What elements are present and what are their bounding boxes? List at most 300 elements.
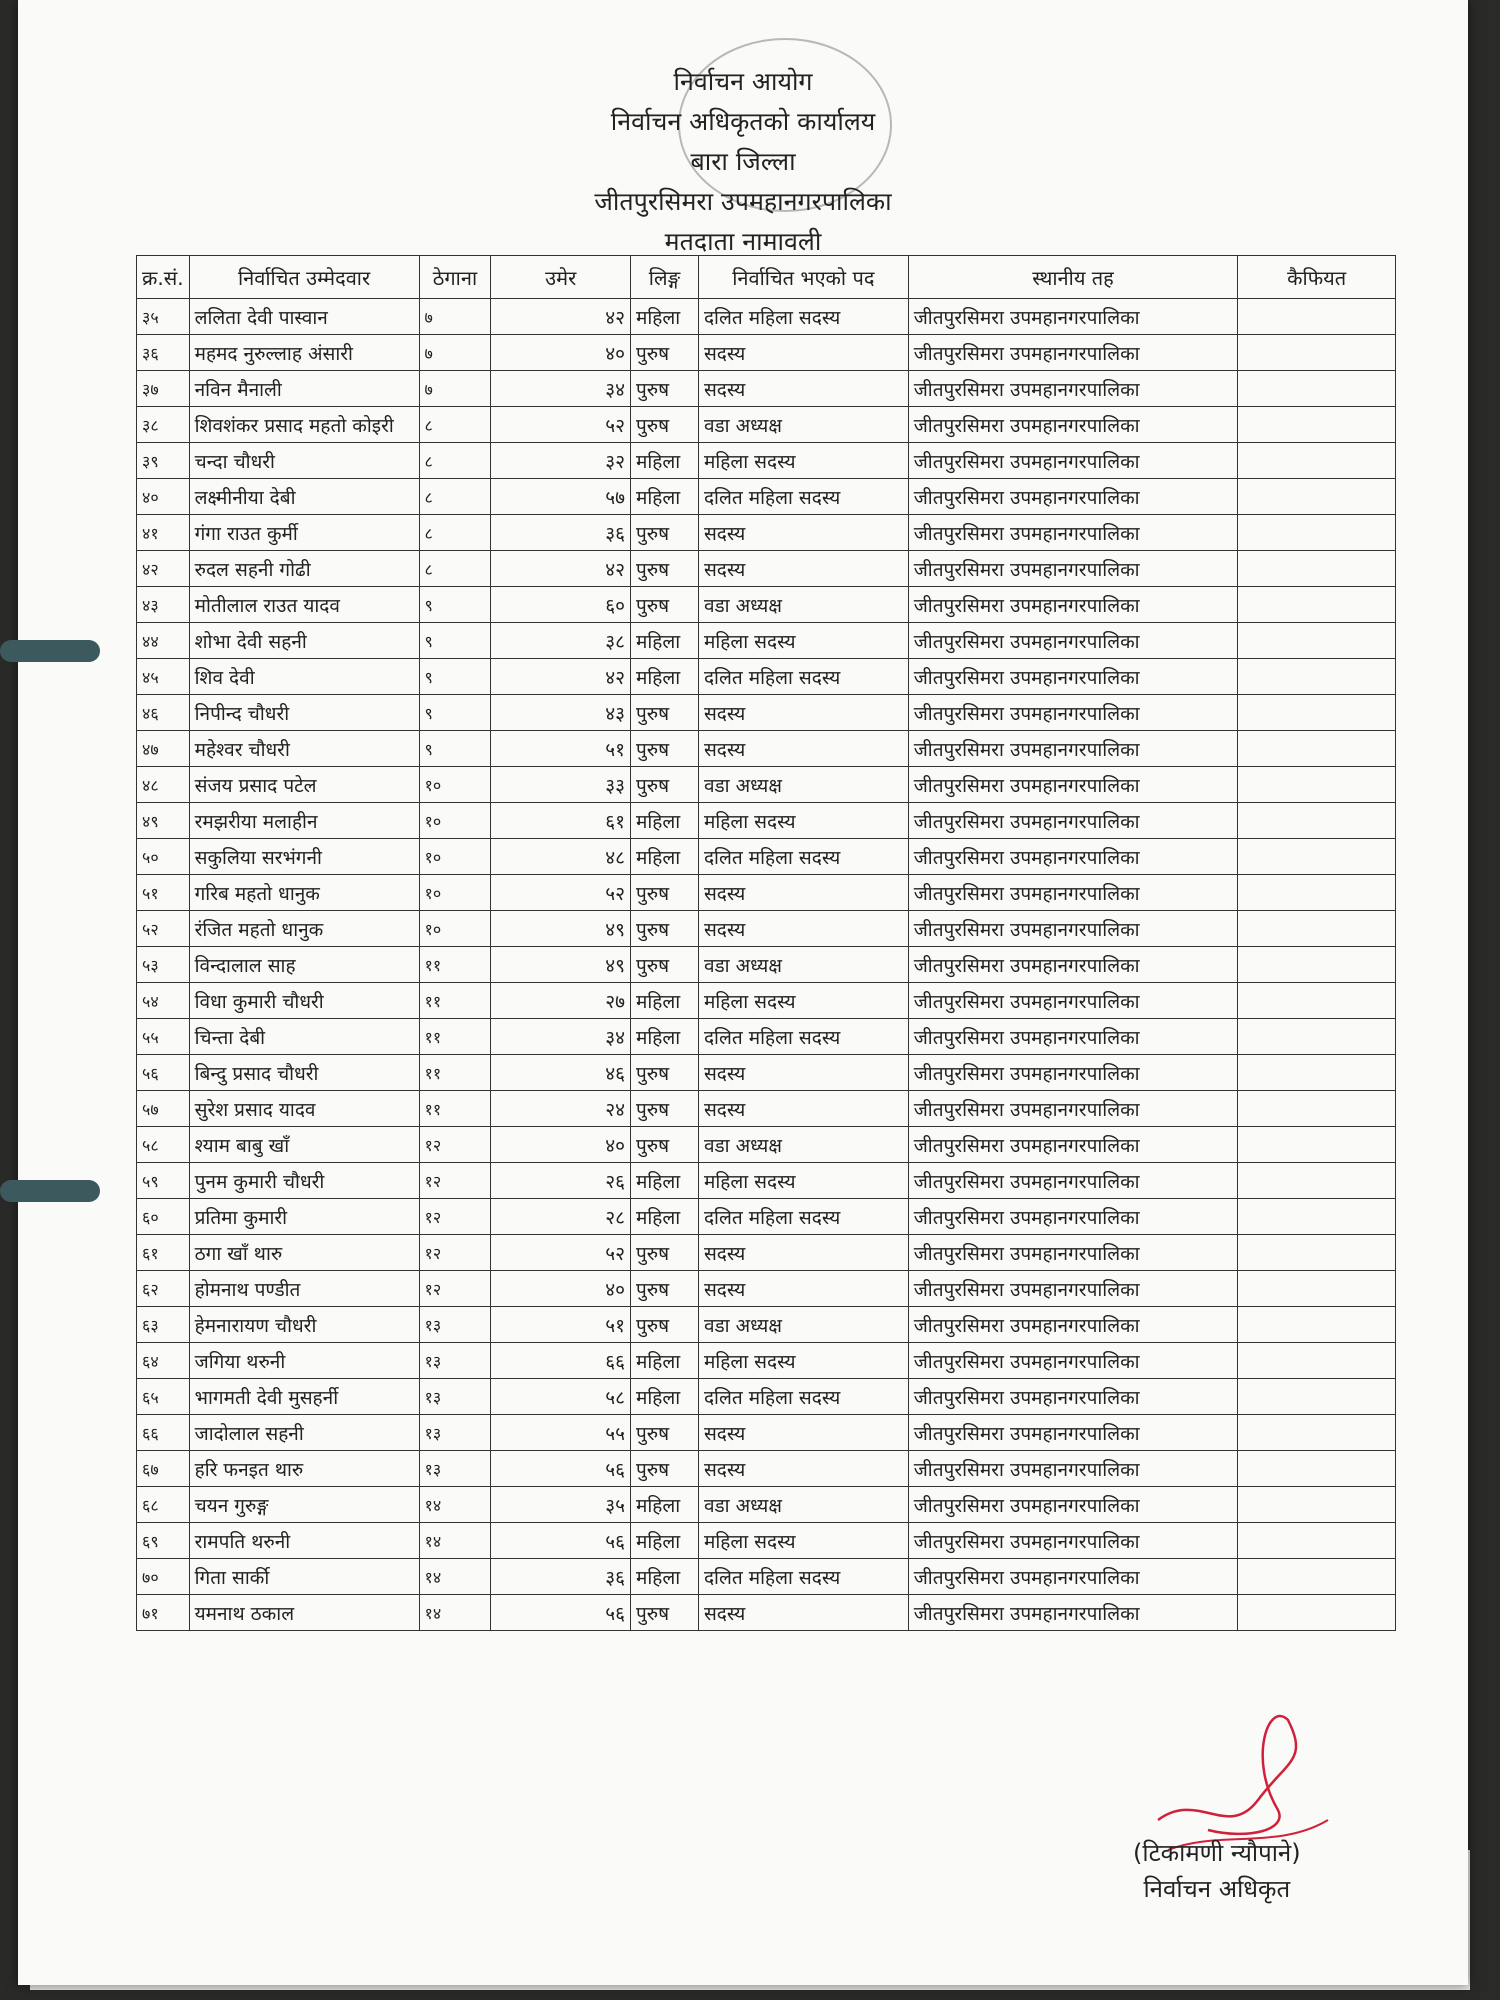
table-row — [137, 299, 1396, 335]
local-level-cell: जीतपुरसिमरा उपमहानगरपालिका — [908, 767, 1238, 803]
table-row — [137, 1235, 1396, 1271]
post-cell: वडा अध्यक्ष — [698, 1307, 908, 1343]
local-level-cell: जीतपुरसिमरा उपमहानगरपालिका — [908, 1595, 1238, 1631]
table-row — [137, 947, 1396, 983]
document-page — [18, 0, 1468, 1985]
age-cell: ३८ — [491, 623, 631, 659]
table-row — [137, 1307, 1396, 1343]
candidate-name-cell: विधा कुमारी चौधरी — [189, 983, 419, 1019]
gender-cell: पुरुष — [631, 407, 699, 443]
serial-number-cell: ४२ — [137, 551, 190, 587]
candidate-name-cell: संजय प्रसाद पटेल — [189, 767, 419, 803]
gender-cell: पुरुष — [631, 515, 699, 551]
post-cell: सदस्य — [698, 695, 908, 731]
serial-number-cell: ५६ — [137, 1055, 190, 1091]
gender-cell: महिला — [631, 803, 699, 839]
serial-number-cell: ७० — [137, 1559, 190, 1595]
age-cell: ४९ — [491, 911, 631, 947]
post-cell: महिला सदस्य — [698, 443, 908, 479]
remarks-cell — [1238, 371, 1396, 407]
ward-cell: १० — [419, 875, 491, 911]
ward-cell: ८ — [419, 479, 491, 515]
gender-cell: पुरुष — [631, 1271, 699, 1307]
remarks-cell — [1238, 1163, 1396, 1199]
ward-cell: १३ — [419, 1415, 491, 1451]
remarks-cell — [1238, 983, 1396, 1019]
remarks-cell — [1238, 875, 1396, 911]
remarks-cell — [1238, 1523, 1396, 1559]
age-cell: ६६ — [491, 1343, 631, 1379]
table-row — [137, 515, 1396, 551]
age-cell: ५६ — [491, 1451, 631, 1487]
post-cell: सदस्य — [698, 875, 908, 911]
serial-number-cell: ४६ — [137, 695, 190, 731]
gender-cell: पुरुष — [631, 767, 699, 803]
ward-cell: १० — [419, 803, 491, 839]
local-level-cell: जीतपुरसिमरा उपमहानगरपालिका — [908, 1091, 1238, 1127]
serial-number-cell: ४३ — [137, 587, 190, 623]
remarks-cell — [1238, 551, 1396, 587]
remarks-cell — [1238, 1451, 1396, 1487]
candidate-name-cell: होमनाथ पण्डीत — [189, 1271, 419, 1307]
candidate-name-cell: पुनम कुमारी चौधरी — [189, 1163, 419, 1199]
post-cell: सदस्य — [698, 1271, 908, 1307]
table-row — [137, 731, 1396, 767]
serial-number-cell: ४५ — [137, 659, 190, 695]
age-cell: ३२ — [491, 443, 631, 479]
post-cell: वडा अध्यक्ष — [698, 947, 908, 983]
table-row — [137, 623, 1396, 659]
post-cell: सदस्य — [698, 1595, 908, 1631]
post-cell: सदस्य — [698, 1235, 908, 1271]
serial-number-cell: ६१ — [137, 1235, 190, 1271]
serial-number-cell: ६२ — [137, 1271, 190, 1307]
local-level-cell: जीतपुरसिमरा उपमहानगरपालिका — [908, 623, 1238, 659]
serial-number-cell: ४४ — [137, 623, 190, 659]
post-cell: महिला सदस्य — [698, 1163, 908, 1199]
local-level-cell: जीतपुरसिमरा उपमहानगरपालिका — [908, 1307, 1238, 1343]
table-row — [137, 875, 1396, 911]
serial-number-cell: ५९ — [137, 1163, 190, 1199]
post-cell: दलित महिला सदस्य — [698, 479, 908, 515]
age-cell: ४० — [491, 1271, 631, 1307]
candidate-name-cell: ठगा खाँ थारु — [189, 1235, 419, 1271]
gender-cell: महिला — [631, 1199, 699, 1235]
remarks-cell — [1238, 1595, 1396, 1631]
candidate-name-cell: शोभा देवी सहनी — [189, 623, 419, 659]
ward-cell: १० — [419, 839, 491, 875]
ward-cell: १४ — [419, 1595, 491, 1631]
age-cell: ४३ — [491, 695, 631, 731]
ward-cell: ८ — [419, 407, 491, 443]
post-cell: सदस्य — [698, 731, 908, 767]
age-cell: ३३ — [491, 767, 631, 803]
candidate-name-cell: विन्दालाल साह — [189, 947, 419, 983]
gender-cell: महिला — [631, 1379, 699, 1415]
post-cell: दलित महिला सदस्य — [698, 1379, 908, 1415]
serial-number-cell: ६५ — [137, 1379, 190, 1415]
age-cell: ३४ — [491, 371, 631, 407]
column-header: ठेगाना — [419, 256, 491, 299]
ward-cell: १२ — [419, 1127, 491, 1163]
age-cell: ६१ — [491, 803, 631, 839]
local-level-cell: जीतपुरसिमरा उपमहानगरपालिका — [908, 335, 1238, 371]
table-row — [137, 479, 1396, 515]
local-level-cell: जीतपुरसिमरा उपमहानगरपालिका — [908, 731, 1238, 767]
gender-cell: पुरुष — [631, 947, 699, 983]
candidate-name-cell: जगिया थरुनी — [189, 1343, 419, 1379]
post-cell: सदस्य — [698, 551, 908, 587]
header-list-title: मतदाता नामावली — [664, 227, 822, 256]
table-row — [137, 371, 1396, 407]
column-header: उमेर — [491, 256, 631, 299]
candidate-name-cell: सकुलिया सरभंगनी — [189, 839, 419, 875]
table-row — [137, 839, 1396, 875]
ward-cell: ७ — [419, 371, 491, 407]
table-row — [137, 407, 1396, 443]
age-cell: ३४ — [491, 1019, 631, 1055]
age-cell: ३६ — [491, 1559, 631, 1595]
candidate-name-cell: बिन्दु प्रसाद चौधरी — [189, 1055, 419, 1091]
table-row — [137, 911, 1396, 947]
binding-string — [0, 1180, 100, 1202]
post-cell: दलित महिला सदस्य — [698, 1559, 908, 1595]
ward-cell: ९ — [419, 731, 491, 767]
header-commission: निर्वाचन आयोग — [673, 67, 813, 96]
serial-number-cell: ५३ — [137, 947, 190, 983]
gender-cell: महिला — [631, 479, 699, 515]
table-row — [137, 1415, 1396, 1451]
table-row — [137, 1163, 1396, 1199]
local-level-cell: जीतपुरसिमरा उपमहानगरपालिका — [908, 1235, 1238, 1271]
serial-number-cell: ४७ — [137, 731, 190, 767]
gender-cell: पुरुष — [631, 1451, 699, 1487]
signatory-title: निर्वाचन अधिकृत — [1143, 1875, 1291, 1903]
ward-cell: ९ — [419, 623, 491, 659]
local-level-cell: जीतपुरसिमरा उपमहानगरपालिका — [908, 1055, 1238, 1091]
post-cell: सदस्य — [698, 371, 908, 407]
serial-number-cell: ३५ — [137, 299, 190, 335]
serial-number-cell: ३८ — [137, 407, 190, 443]
serial-number-cell: ४० — [137, 479, 190, 515]
age-cell: ५१ — [491, 731, 631, 767]
age-cell: २७ — [491, 983, 631, 1019]
candidate-name-cell: गरिब महतो धानुक — [189, 875, 419, 911]
serial-number-cell: ४१ — [137, 515, 190, 551]
age-cell: ३५ — [491, 1487, 631, 1523]
remarks-cell — [1238, 803, 1396, 839]
gender-cell: महिला — [631, 1559, 699, 1595]
age-cell: ४२ — [491, 299, 631, 335]
table-row — [137, 803, 1396, 839]
remarks-cell — [1238, 839, 1396, 875]
table-row — [137, 1271, 1396, 1307]
candidate-name-cell: गंगा राउत कुर्मी — [189, 515, 419, 551]
candidate-name-cell: हेमनारायण चौधरी — [189, 1307, 419, 1343]
ward-cell: १३ — [419, 1343, 491, 1379]
post-cell: सदस्य — [698, 515, 908, 551]
post-cell: वडा अध्यक्ष — [698, 587, 908, 623]
candidate-name-cell: नविन मैनाली — [189, 371, 419, 407]
remarks-cell — [1238, 407, 1396, 443]
ward-cell: ९ — [419, 587, 491, 623]
table-row — [137, 983, 1396, 1019]
candidate-name-cell: भागमती देवी मुसहर्नी — [189, 1379, 419, 1415]
local-level-cell: जीतपुरसिमरा उपमहानगरपालिका — [908, 1199, 1238, 1235]
table-row — [137, 1127, 1396, 1163]
ward-cell: १२ — [419, 1271, 491, 1307]
table-row — [137, 1487, 1396, 1523]
gender-cell: महिला — [631, 299, 699, 335]
remarks-cell — [1238, 443, 1396, 479]
column-header: क्र.सं. — [137, 256, 190, 299]
remarks-cell — [1238, 767, 1396, 803]
table-row — [137, 443, 1396, 479]
table-row — [137, 1451, 1396, 1487]
remarks-cell — [1238, 947, 1396, 983]
gender-cell: पुरुष — [631, 1235, 699, 1271]
age-cell: ६० — [491, 587, 631, 623]
gender-cell: पुरुष — [631, 911, 699, 947]
age-cell: ५६ — [491, 1595, 631, 1631]
ward-cell: ७ — [419, 299, 491, 335]
signatory-name: (टिकामणी न्यौपाने) — [1133, 1839, 1301, 1867]
header-district: बारा जिल्ला — [690, 147, 796, 176]
table-row — [137, 1559, 1396, 1595]
column-header: स्थानीय तह — [908, 256, 1238, 299]
gender-cell: महिला — [631, 1163, 699, 1199]
serial-number-cell: ४९ — [137, 803, 190, 839]
remarks-cell — [1238, 587, 1396, 623]
serial-number-cell: ५२ — [137, 911, 190, 947]
ward-cell: १३ — [419, 1307, 491, 1343]
gender-cell: महिला — [631, 623, 699, 659]
gender-cell: महिला — [631, 1487, 699, 1523]
gender-cell: महिला — [631, 659, 699, 695]
table-row — [137, 1523, 1396, 1559]
age-cell: ५६ — [491, 1523, 631, 1559]
local-level-cell: जीतपुरसिमरा उपमहानगरपालिका — [908, 587, 1238, 623]
age-cell: ४६ — [491, 1055, 631, 1091]
age-cell: ५५ — [491, 1415, 631, 1451]
remarks-cell — [1238, 1091, 1396, 1127]
table-row — [137, 659, 1396, 695]
post-cell: सदस्य — [698, 1055, 908, 1091]
post-cell: वडा अध्यक्ष — [698, 1487, 908, 1523]
table-body — [137, 299, 1396, 1631]
age-cell: ५२ — [491, 1235, 631, 1271]
table-row — [137, 1379, 1396, 1415]
ward-cell: १२ — [419, 1199, 491, 1235]
ward-cell: ९ — [419, 659, 491, 695]
remarks-cell — [1238, 1487, 1396, 1523]
candidate-name-cell: सुरेश प्रसाद यादव — [189, 1091, 419, 1127]
local-level-cell: जीतपुरसिमरा उपमहानगरपालिका — [908, 659, 1238, 695]
candidate-name-cell: रमझरीया मलाहीन — [189, 803, 419, 839]
local-level-cell: जीतपुरसिमरा उपमहानगरपालिका — [908, 1163, 1238, 1199]
serial-number-cell: ५० — [137, 839, 190, 875]
header-municipality: जीतपुरसिमरा उपमहानगरपालिका — [594, 187, 892, 216]
serial-number-cell: ६६ — [137, 1415, 190, 1451]
local-level-cell: जीतपुरसिमरा उपमहानगरपालिका — [908, 983, 1238, 1019]
candidate-name-cell: शिव देवी — [189, 659, 419, 695]
post-cell: दलित महिला सदस्य — [698, 1199, 908, 1235]
local-level-cell: जीतपुरसिमरा उपमहानगरपालिका — [908, 371, 1238, 407]
ward-cell: ८ — [419, 443, 491, 479]
column-header: लिङ्ग — [631, 256, 699, 299]
ward-cell: ११ — [419, 1019, 491, 1055]
local-level-cell: जीतपुरसिमरा उपमहानगरपालिका — [908, 1559, 1238, 1595]
remarks-cell — [1238, 479, 1396, 515]
remarks-cell — [1238, 731, 1396, 767]
candidate-name-cell: रुदल सहनी गोढी — [189, 551, 419, 587]
age-cell: ४९ — [491, 947, 631, 983]
gender-cell: पुरुष — [631, 1055, 699, 1091]
gender-cell: महिला — [631, 443, 699, 479]
age-cell: ५८ — [491, 1379, 631, 1415]
gender-cell: पुरुष — [631, 695, 699, 731]
local-level-cell: जीतपुरसिमरा उपमहानगरपालिका — [908, 1487, 1238, 1523]
age-cell: ३६ — [491, 515, 631, 551]
column-header: निर्वाचित उम्मेदवार — [189, 256, 419, 299]
candidate-name-cell: रंजित महतो धानुक — [189, 911, 419, 947]
local-level-cell: जीतपुरसिमरा उपमहानगरपालिका — [908, 515, 1238, 551]
remarks-cell — [1238, 1343, 1396, 1379]
local-level-cell: जीतपुरसिमरा उपमहानगरपालिका — [908, 1415, 1238, 1451]
post-cell: सदस्य — [698, 911, 908, 947]
local-level-cell: जीतपुरसिमरा उपमहानगरपालिका — [908, 695, 1238, 731]
local-level-cell: जीतपुरसिमरा उपमहानगरपालिका — [908, 299, 1238, 335]
gender-cell: महिला — [631, 1343, 699, 1379]
local-level-cell: जीतपुरसिमरा उपमहानगरपालिका — [908, 911, 1238, 947]
candidate-name-cell: चयन गुरुङ्ग — [189, 1487, 419, 1523]
local-level-cell: जीतपुरसिमरा उपमहानगरपालिका — [908, 1523, 1238, 1559]
binding-string — [0, 640, 100, 662]
candidate-name-cell: मोतीलाल राउत यादव — [189, 587, 419, 623]
remarks-cell — [1238, 659, 1396, 695]
age-cell: २६ — [491, 1163, 631, 1199]
ward-cell: ८ — [419, 551, 491, 587]
serial-number-cell: ७१ — [137, 1595, 190, 1631]
ward-cell: ९ — [419, 695, 491, 731]
age-cell: ४८ — [491, 839, 631, 875]
ward-cell: ८ — [419, 515, 491, 551]
remarks-cell — [1238, 1379, 1396, 1415]
gender-cell: महिला — [631, 1019, 699, 1055]
candidate-name-cell: चन्दा चौधरी — [189, 443, 419, 479]
gender-cell: पुरुष — [631, 1415, 699, 1451]
post-cell: दलित महिला सदस्य — [698, 659, 908, 695]
serial-number-cell: ६४ — [137, 1343, 190, 1379]
serial-number-cell: ५१ — [137, 875, 190, 911]
post-cell: सदस्य — [698, 1415, 908, 1451]
serial-number-cell: ५४ — [137, 983, 190, 1019]
candidate-name-cell: गिता सार्की — [189, 1559, 419, 1595]
post-cell: सदस्य — [698, 1091, 908, 1127]
age-cell: ५७ — [491, 479, 631, 515]
column-header: निर्वाचित भएको पद — [698, 256, 908, 299]
local-level-cell: जीतपुरसिमरा उपमहानगरपालिका — [908, 551, 1238, 587]
gender-cell: महिला — [631, 839, 699, 875]
ward-cell: १४ — [419, 1559, 491, 1595]
local-level-cell: जीतपुरसिमरा उपमहानगरपालिका — [908, 803, 1238, 839]
serial-number-cell: ३७ — [137, 371, 190, 407]
serial-number-cell: ६३ — [137, 1307, 190, 1343]
candidate-name-cell: प्रतिमा कुमारी — [189, 1199, 419, 1235]
post-cell: सदस्य — [698, 335, 908, 371]
table-row — [137, 1055, 1396, 1091]
candidate-name-cell: लक्ष्मीनीया देबी — [189, 479, 419, 515]
ward-cell: ११ — [419, 947, 491, 983]
remarks-cell — [1238, 911, 1396, 947]
gender-cell: पुरुष — [631, 587, 699, 623]
serial-number-cell: ५५ — [137, 1019, 190, 1055]
gender-cell: पुरुष — [631, 731, 699, 767]
post-cell: दलित महिला सदस्य — [698, 1019, 908, 1055]
table-row — [137, 587, 1396, 623]
candidate-name-cell: महेश्वर चौधरी — [189, 731, 419, 767]
table-header-row — [137, 256, 1396, 299]
remarks-cell — [1238, 1559, 1396, 1595]
remarks-cell — [1238, 1235, 1396, 1271]
post-cell: महिला सदस्य — [698, 623, 908, 659]
serial-number-cell: ३९ — [137, 443, 190, 479]
post-cell: वडा अध्यक्ष — [698, 767, 908, 803]
serial-number-cell: ५८ — [137, 1127, 190, 1163]
serial-number-cell: ४८ — [137, 767, 190, 803]
post-cell: दलित महिला सदस्य — [698, 299, 908, 335]
local-level-cell: जीतपुरसिमरा उपमहानगरपालिका — [908, 875, 1238, 911]
ward-cell: १३ — [419, 1379, 491, 1415]
remarks-cell — [1238, 1415, 1396, 1451]
local-level-cell: जीतपुरसिमरा उपमहानगरपालिका — [908, 407, 1238, 443]
candidate-name-cell: चिन्ता देबी — [189, 1019, 419, 1055]
ward-cell: ११ — [419, 1091, 491, 1127]
ward-cell: १२ — [419, 1163, 491, 1199]
ward-cell: ११ — [419, 1055, 491, 1091]
post-cell: महिला सदस्य — [698, 1523, 908, 1559]
gender-cell: पुरुष — [631, 1091, 699, 1127]
local-level-cell: जीतपुरसिमरा उपमहानगरपालिका — [908, 1019, 1238, 1055]
table-row — [137, 1199, 1396, 1235]
gender-cell: पुरुष — [631, 1307, 699, 1343]
document-header — [18, 62, 1468, 262]
local-level-cell: जीतपुरसिमरा उपमहानगरपालिका — [908, 1343, 1238, 1379]
remarks-cell — [1238, 1199, 1396, 1235]
local-level-cell: जीतपुरसिमरा उपमहानगरपालिका — [908, 1451, 1238, 1487]
table-row — [137, 1019, 1396, 1055]
table-row — [137, 1343, 1396, 1379]
age-cell: ५२ — [491, 875, 631, 911]
age-cell: ४२ — [491, 659, 631, 695]
post-cell: महिला सदस्य — [698, 803, 908, 839]
ward-cell: १४ — [419, 1487, 491, 1523]
post-cell: महिला सदस्य — [698, 983, 908, 1019]
serial-number-cell: ६८ — [137, 1487, 190, 1523]
remarks-cell — [1238, 1127, 1396, 1163]
column-header: कैफियत — [1238, 256, 1396, 299]
candidate-name-cell: निपीन्द चौधरी — [189, 695, 419, 731]
gender-cell: पुरुष — [631, 1127, 699, 1163]
age-cell: ५२ — [491, 407, 631, 443]
candidate-name-cell: ललिता देवी पास्वान — [189, 299, 419, 335]
candidate-name-cell: शिवशंकर प्रसाद महतो कोइरी — [189, 407, 419, 443]
post-cell: दलित महिला सदस्य — [698, 839, 908, 875]
gender-cell: पुरुष — [631, 551, 699, 587]
serial-number-cell: ५७ — [137, 1091, 190, 1127]
local-level-cell: जीतपुरसिमरा उपमहानगरपालिका — [908, 839, 1238, 875]
gender-cell: महिला — [631, 1523, 699, 1559]
